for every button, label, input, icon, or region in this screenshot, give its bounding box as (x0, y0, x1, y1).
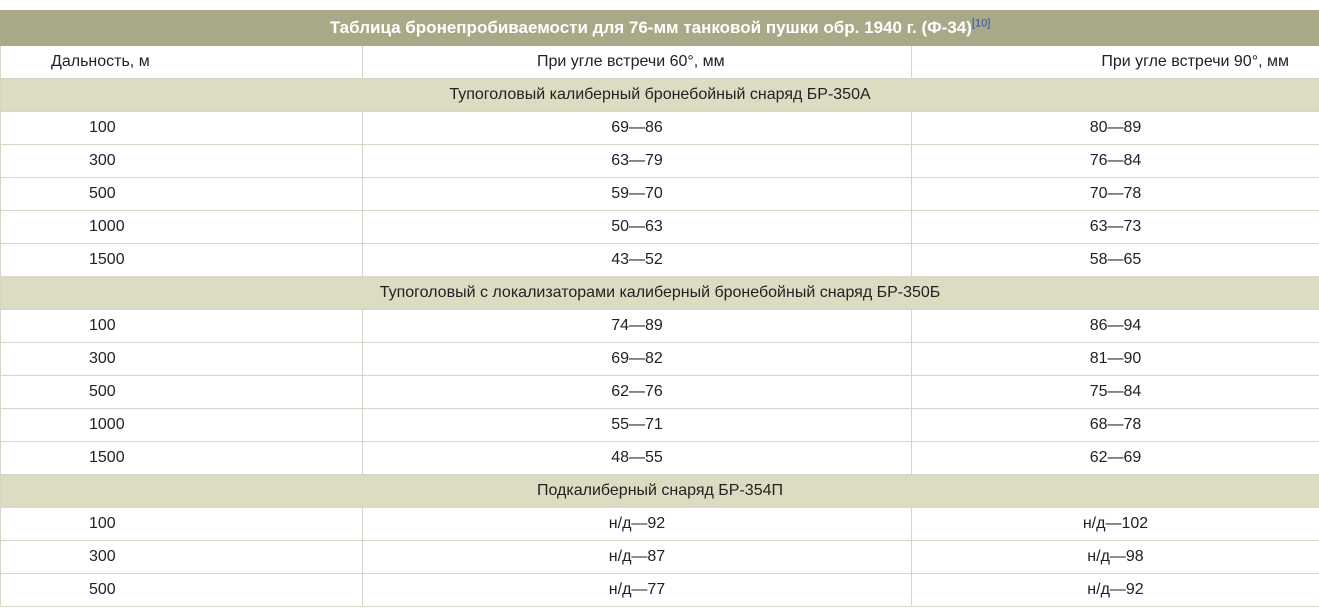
cell-angle-90: 75—84 (912, 376, 1319, 409)
table-row (1, 409, 1319, 442)
section-title: Тупоголовый с локализаторами калиберный бронебойный снаряд БР-350Б (1, 277, 1319, 310)
cell-angle-60: 69—86 (363, 112, 912, 145)
cell-angle-90: 81—90 (912, 343, 1319, 376)
table-row (1, 541, 1319, 574)
cell-angle-90: 80—89 (912, 112, 1319, 145)
cell-angle-60: 48—55 (363, 442, 912, 475)
table-row (1, 574, 1319, 607)
table-row (1, 145, 1319, 178)
table-row (1, 211, 1319, 244)
table-row (1, 508, 1319, 541)
table-row (1, 112, 1319, 145)
section-title: Подкалиберный снаряд БР-354П (1, 475, 1319, 508)
table-row (1, 442, 1319, 475)
cell-angle-60: н/д—77 (363, 574, 912, 607)
section-row (1, 277, 1319, 310)
cell-angle-90: 86—94 (912, 310, 1319, 343)
cell-angle-60: 74—89 (363, 310, 912, 343)
cell-range: 100 (1, 310, 363, 343)
cell-angle-60: 63—79 (363, 145, 912, 178)
cell-range: 1500 (1, 442, 363, 475)
cell-range: 1500 (1, 244, 363, 277)
table-row (1, 376, 1319, 409)
table-title-text: Таблица бронепробиваемости для 76-мм танковой пушки обр. 1940 г. (Ф-34) (329, 18, 972, 37)
penetration-table (0, 10, 1319, 607)
cell-range: 1000 (1, 211, 363, 244)
cell-angle-90: н/д—102 (912, 508, 1319, 541)
cell-range: 500 (1, 574, 363, 607)
table-title-row (1, 11, 1319, 46)
cell-range: 500 (1, 376, 363, 409)
column-header-angle-60: При угле встречи 60°, мм (363, 46, 912, 79)
table-row (1, 244, 1319, 277)
cell-angle-90: 62—69 (912, 442, 1319, 475)
cell-angle-90: 70—78 (912, 178, 1319, 211)
column-header-row (1, 46, 1319, 79)
table-row (1, 343, 1319, 376)
table-body (1, 79, 1319, 607)
table-row (1, 178, 1319, 211)
cell-range: 100 (1, 112, 363, 145)
cell-range: 300 (1, 541, 363, 574)
cell-angle-60: 55—71 (363, 409, 912, 442)
cell-angle-90: 76—84 (912, 145, 1319, 178)
section-row (1, 475, 1319, 508)
section-title: Тупоголовый калиберный бронебойный снаряд БР-350А (1, 79, 1319, 112)
cell-angle-90: 68—78 (912, 409, 1319, 442)
cell-angle-60: н/д—92 (363, 508, 912, 541)
cell-angle-90: н/д—92 (912, 574, 1319, 607)
reference-link[interactable]: [10] (971, 17, 991, 30)
cell-angle-90: н/д—98 (912, 541, 1319, 574)
table-title (1, 11, 1319, 46)
cell-angle-60: 43—52 (363, 244, 912, 277)
cell-range: 300 (1, 343, 363, 376)
cell-angle-60: 50—63 (363, 211, 912, 244)
cell-range: 100 (1, 508, 363, 541)
cell-angle-60: н/д—87 (363, 541, 912, 574)
cell-range: 500 (1, 178, 363, 211)
cell-range: 300 (1, 145, 363, 178)
table-row (1, 310, 1319, 343)
cell-range: 1000 (1, 409, 363, 442)
penetration-table-wrapper (0, 10, 1319, 607)
column-header-range: Дальность, м (1, 46, 363, 79)
section-row (1, 79, 1319, 112)
cell-angle-90: 63—73 (912, 211, 1319, 244)
cell-angle-60: 69—82 (363, 343, 912, 376)
cell-angle-90: 58—65 (912, 244, 1319, 277)
column-header-angle-90: При угле встречи 90°, мм (912, 46, 1319, 79)
cell-angle-60: 59—70 (363, 178, 912, 211)
cell-angle-60: 62—76 (363, 376, 912, 409)
